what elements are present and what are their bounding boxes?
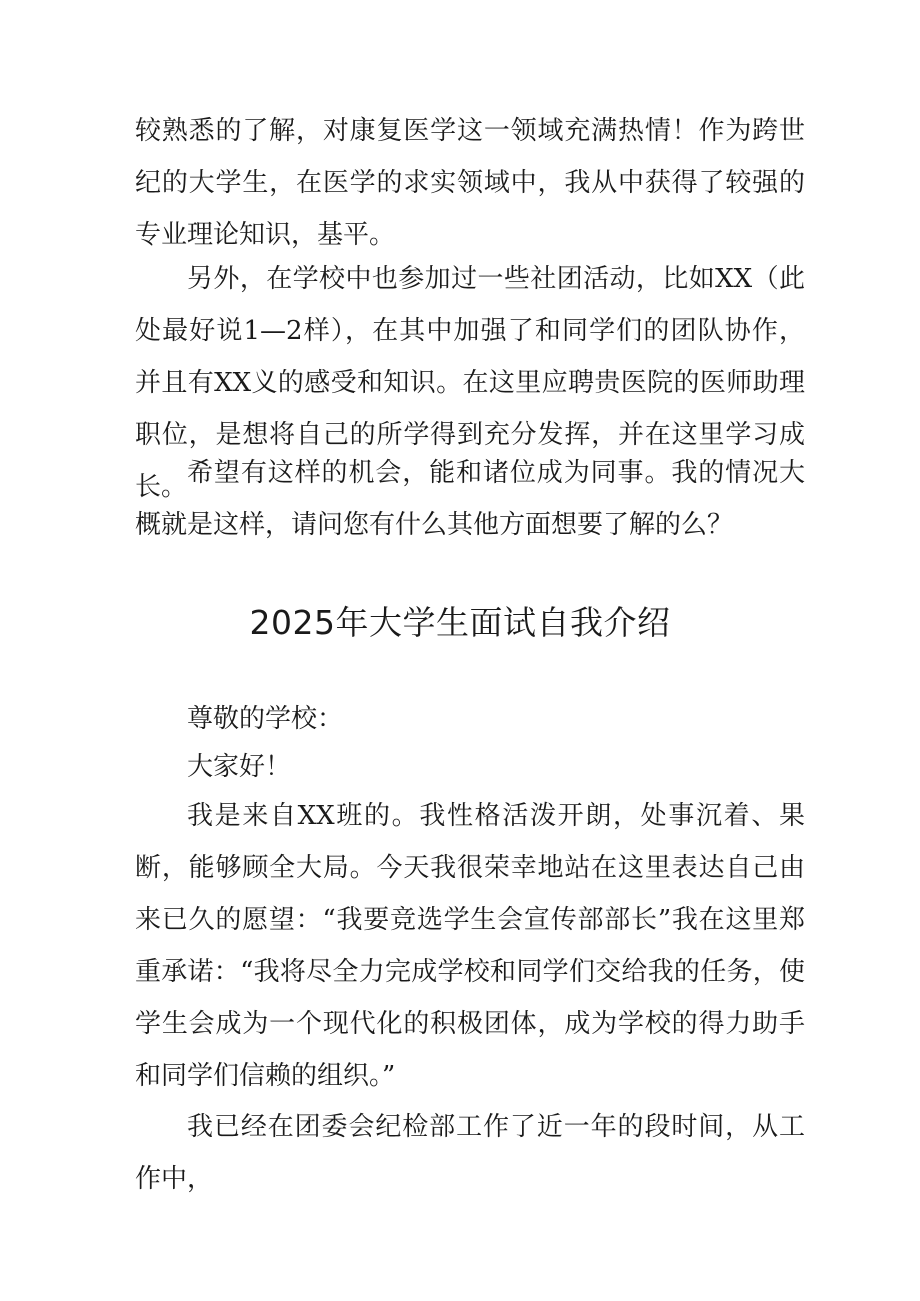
- continuation-paragraph-1: 较熟悉的了解，对康复医学这一领域充满热情！作为跨世纪的大学生，在医学的求实领域中，我从中获得了较强的专业理论知识，基平。: [135, 116, 805, 250]
- greeting: 大家好！: [187, 752, 292, 782]
- section-title: 2025年大学生面试自我介绍: [249, 603, 671, 642]
- continuation-paragraph-3: 希望有这样的机会，能和诸位成为同事。我的情况大概就是这样，请问您有什么其他方面想要了解的么？: [135, 458, 805, 540]
- body-paragraph-1: 我是来自XX班的。我性格活泼开朗，处事沉着、果断，能够顾全大局。今天我很荣幸地站在这里表达自己由来已久的愿望：“我要竞选学生会宣传部部长”我在这里郑重承诺：“我将尽全力完成学校和同学们交给我的任务，使学生会成为一个现代化的积极团体，成为学校的得力助手和同学们信赖的组织。”: [135, 801, 805, 1091]
- salutation: 尊敬的学校：: [187, 704, 344, 734]
- body-paragraph-2: 我已经在团委会纪检部工作了近一年的段时间，从工作中，: [135, 1112, 805, 1194]
- continuation-paragraph-2: 另外，在学校中也参加过一些社团活动，比如XX（此处最好说1—2样），在其中加强了和同学们的团队协作，并且有XX义的感受和知识。在这里应聘贵医院的医师助理职位，是想将自己的所学得到充分发挥，并在这里学习成长。: [135, 264, 805, 502]
